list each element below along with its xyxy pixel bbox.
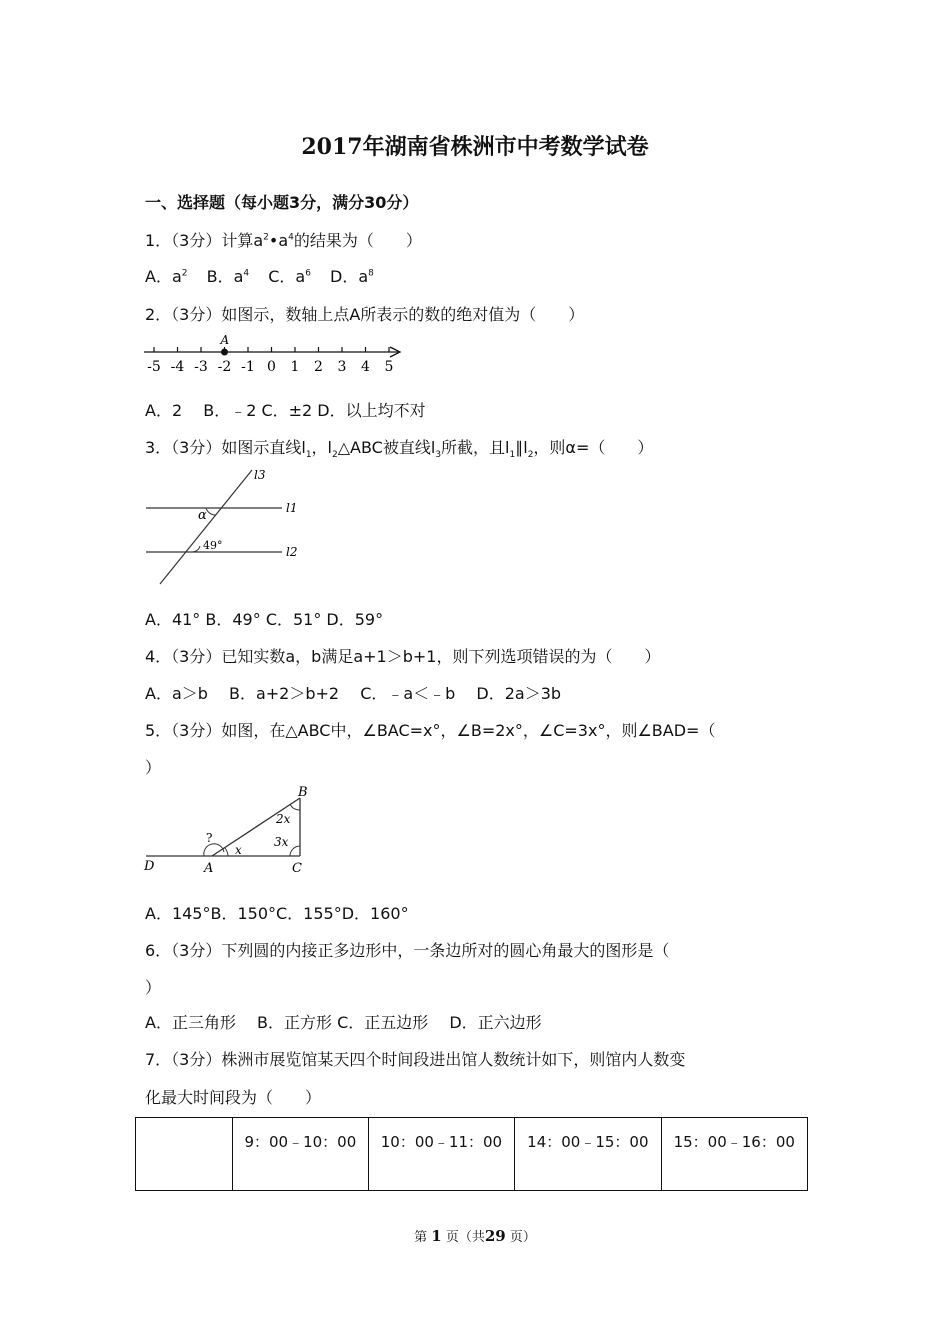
label-l2: l2 xyxy=(286,545,298,559)
line-l3 xyxy=(160,470,252,584)
label-49: 49° xyxy=(203,539,223,552)
tick-label: -4 xyxy=(170,359,185,375)
table-cell: 9：00﹣10：00 xyxy=(233,1118,369,1191)
tick-label: 1 xyxy=(290,359,300,375)
tick-label: 4 xyxy=(361,359,370,375)
tick-label: -3 xyxy=(194,359,208,375)
label-3x: 3x xyxy=(274,835,289,849)
question-4-options: A．a＞b B．a+2＞b+2 C．﹣a＜﹣b D．2a＞3b xyxy=(145,684,562,703)
label-alpha: α xyxy=(198,508,207,523)
section-heading: 一、选择题（每小题3分，满分30分） xyxy=(145,193,419,212)
tick-label: 0 xyxy=(267,359,276,375)
tick-label: 2 xyxy=(314,359,323,375)
label-l3: l3 xyxy=(254,468,266,482)
tick-label: 3 xyxy=(337,359,347,375)
tick-label: -2 xyxy=(217,359,232,375)
question-3: 3．（3分）如图示直线$l_1$，$l_2\triangle ABC$被直线$l_3$所截，且$l_1\parallel l_2$，则α=（ ） xyxy=(145,438,654,461)
question-3-options: A．41° B．49° C．51° D．59° xyxy=(145,610,384,629)
number-line-figure xyxy=(140,332,410,378)
question-4: 4．（3分）已知实数a，b满足a+1＞b+1，则下列选项错误的为（ ） xyxy=(145,647,661,666)
table-row xyxy=(136,1118,808,1191)
label-question: ? xyxy=(206,831,213,845)
label-2x: 2x xyxy=(276,812,291,826)
question-6: 6．（3分）下列圆的内接正多边形中，一条边所对的圆心角最大的图形是（ xyxy=(145,941,670,960)
visitor-table xyxy=(135,1117,808,1191)
question-5-options: A．145°B．150°C．155°D．160° xyxy=(145,904,409,923)
question-1: 1．（3分）计算$a^2•a^4$的结果为（ ） xyxy=(145,231,422,250)
tick-label: 5 xyxy=(384,359,394,375)
table-cell: 14：00﹣15：00 xyxy=(515,1118,661,1191)
table-cell: 15：00﹣16：00 xyxy=(661,1118,807,1191)
label-c: C xyxy=(292,861,302,876)
label-a: A xyxy=(204,861,214,876)
table-cell xyxy=(136,1118,233,1191)
question-5-close: ） xyxy=(145,758,162,777)
page-title: 2017年湖南省株洲市中考数学试卷 xyxy=(301,134,649,160)
page-footer: 第 1 页（共29 页） xyxy=(414,1227,536,1245)
option-c: C．$a^6$ xyxy=(268,267,311,286)
point-a-label: A xyxy=(220,333,230,347)
label-d: D xyxy=(144,859,155,874)
question-7-cont: 化最大时间段为（ ） xyxy=(145,1088,322,1107)
point-a-dot xyxy=(221,349,228,356)
option-a: A．$a^2$ xyxy=(145,267,188,286)
label-b: B xyxy=(298,785,308,800)
question-6-close: ） xyxy=(145,978,162,997)
question-2-options: A．2 B．﹣2 C．±2 D．以上均不对 xyxy=(145,401,426,420)
parallel-lines-figure xyxy=(140,466,320,588)
tick-label: -1 xyxy=(241,359,255,375)
tick-label: -5 xyxy=(147,359,161,375)
question-1-options xyxy=(145,264,388,287)
question-7: 7．（3分）株洲市展览馆某天四个时间段进出馆人数统计如下，则馆内人数变 xyxy=(145,1050,686,1069)
option-b: B．$a^4$ xyxy=(206,267,250,286)
label-l1: l1 xyxy=(286,501,298,515)
question-5: 5．（3分）如图，在△ABC中，∠BAC=x°，∠B=2x°，∠C=3x°，则∠BAD=（ xyxy=(145,721,716,740)
triangle-figure xyxy=(140,784,330,876)
label-x: x xyxy=(235,843,242,857)
question-2: 2．（3分）如图示，数轴上点A所表示的数的绝对值为（ ） xyxy=(145,305,585,324)
question-6-options: A．正三角形 B．正方形 C．正五边形 D．正六边形 xyxy=(145,1013,542,1032)
option-d: D．$a^8$ xyxy=(330,267,374,286)
table-cell: 10：00﹣11：00 xyxy=(368,1118,514,1191)
